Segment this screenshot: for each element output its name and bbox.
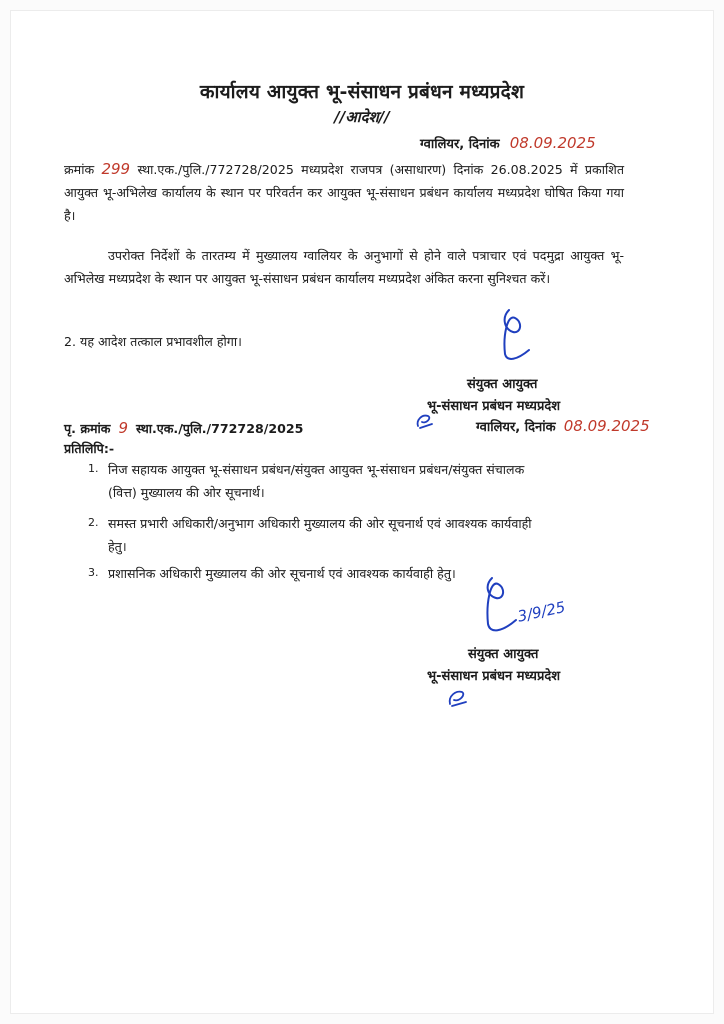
endorsement-ref-text: स्था.एक./पुलि./772728/2025 — [136, 421, 304, 436]
initials-2-icon — [446, 686, 470, 710]
office-title: कार्यालय आयुक्त भू-संसाधन प्रबंधन मध्यप्रदेश — [199, 81, 525, 103]
dateline-date-handwritten: 08.09.2025 — [509, 134, 596, 152]
order-number-handwritten: 299 — [101, 160, 131, 178]
paragraph-1 — [64, 158, 624, 227]
endorsement-ref — [64, 419, 303, 437]
copy-item-2-line1: समस्त प्रभारी अधिकारी/अनुभाग अधिकारी मुख्यालय की ओर सूचनार्थ एवं आवश्यक कार्यवाही — [108, 516, 532, 531]
paragraph-3: 2. यह आदेश तत्काल प्रभावशील होगा। — [64, 334, 242, 349]
paragraph-2: उपरोक्त निर्देशों के तारतम्य में मुख्यालय ग्वालियर के अनुभागों से होने वाले पत्राचार एवं पदमुद्रा आयुक्त भू-अभिलेख मध्यप्रदेश के स्थान पर आयुक्त भू-संसाधन प्रबंधन कार्यालय मध्यप्रदेश अंकित करना सुनिश्चत करें। — [64, 248, 624, 286]
initials-icon — [414, 410, 436, 432]
copy-to-label: प्रतिलिपि:- — [64, 441, 115, 456]
paragraph-1-text: स्था.एक./पुलि./772728/2025 मध्यप्रदेश राजपत्र (असाधारण) दिनांक 26.08.2025 में प्रकाशित आयुक्त भू-अभिलेख कार्यालय के स्थान पर परिवर्तन कर आयुक्त भू-संसाधन प्रबंधन कार्यालय मध्यप्रदेश घोषित किया गया है। — [64, 162, 624, 223]
second-dateline — [476, 417, 650, 435]
endorsement-prefix: पृ. क्रमांक — [64, 421, 111, 436]
copy-item-2-line2: हेतु। — [108, 539, 127, 554]
signature-2-handwritten-date: 3/9/25 — [516, 597, 567, 626]
dateline-place: ग्वालियर, दिनांक — [420, 137, 500, 152]
second-dateline-place: ग्वालियर, दिनांक — [476, 420, 556, 435]
copy-item-2-num: 2. — [88, 516, 99, 529]
order-number-prefix: क्रमांक — [64, 162, 95, 177]
copy-item-2 — [108, 512, 628, 558]
first-dateline — [420, 134, 596, 152]
signature-1-department: भू-संसाधन प्रबंधन मध्यप्रदेश — [427, 399, 561, 414]
copy-item-1-line2: (वित्त) मुख्यालय की ओर सूचनार्थ। — [108, 485, 265, 500]
copy-item-3-num: 3. — [88, 566, 99, 579]
copy-item-1 — [108, 458, 628, 504]
endorsement-number-handwritten: 9 — [118, 419, 129, 437]
second-dateline-date-handwritten: 08.09.2025 — [563, 417, 650, 435]
signature-1-designation: संयुक्त आयुक्त — [467, 377, 538, 392]
signature-2-designation: संयुक्त आयुक्त — [468, 647, 539, 662]
copy-item-3 — [108, 562, 628, 585]
signature-2-department: भू-संसाधन प्रबंधन मध्यप्रदेश — [427, 669, 561, 684]
signature-1-icon — [495, 306, 545, 366]
copy-item-3-line1: प्रशासनिक अधिकारी मुख्यालय की ओर सूचनार्थ एवं आवश्यक कार्यवाही हेतु। — [108, 566, 456, 581]
copy-item-1-line1: निज सहायक आयुक्त भू-संसाधन प्रबंधन/संयुक्त आयुक्त भू-संसाधन प्रबंधन/संयुक्त संचालक — [108, 462, 525, 477]
order-label: //आदेश// — [334, 108, 390, 126]
copy-item-1-num: 1. — [88, 462, 99, 475]
